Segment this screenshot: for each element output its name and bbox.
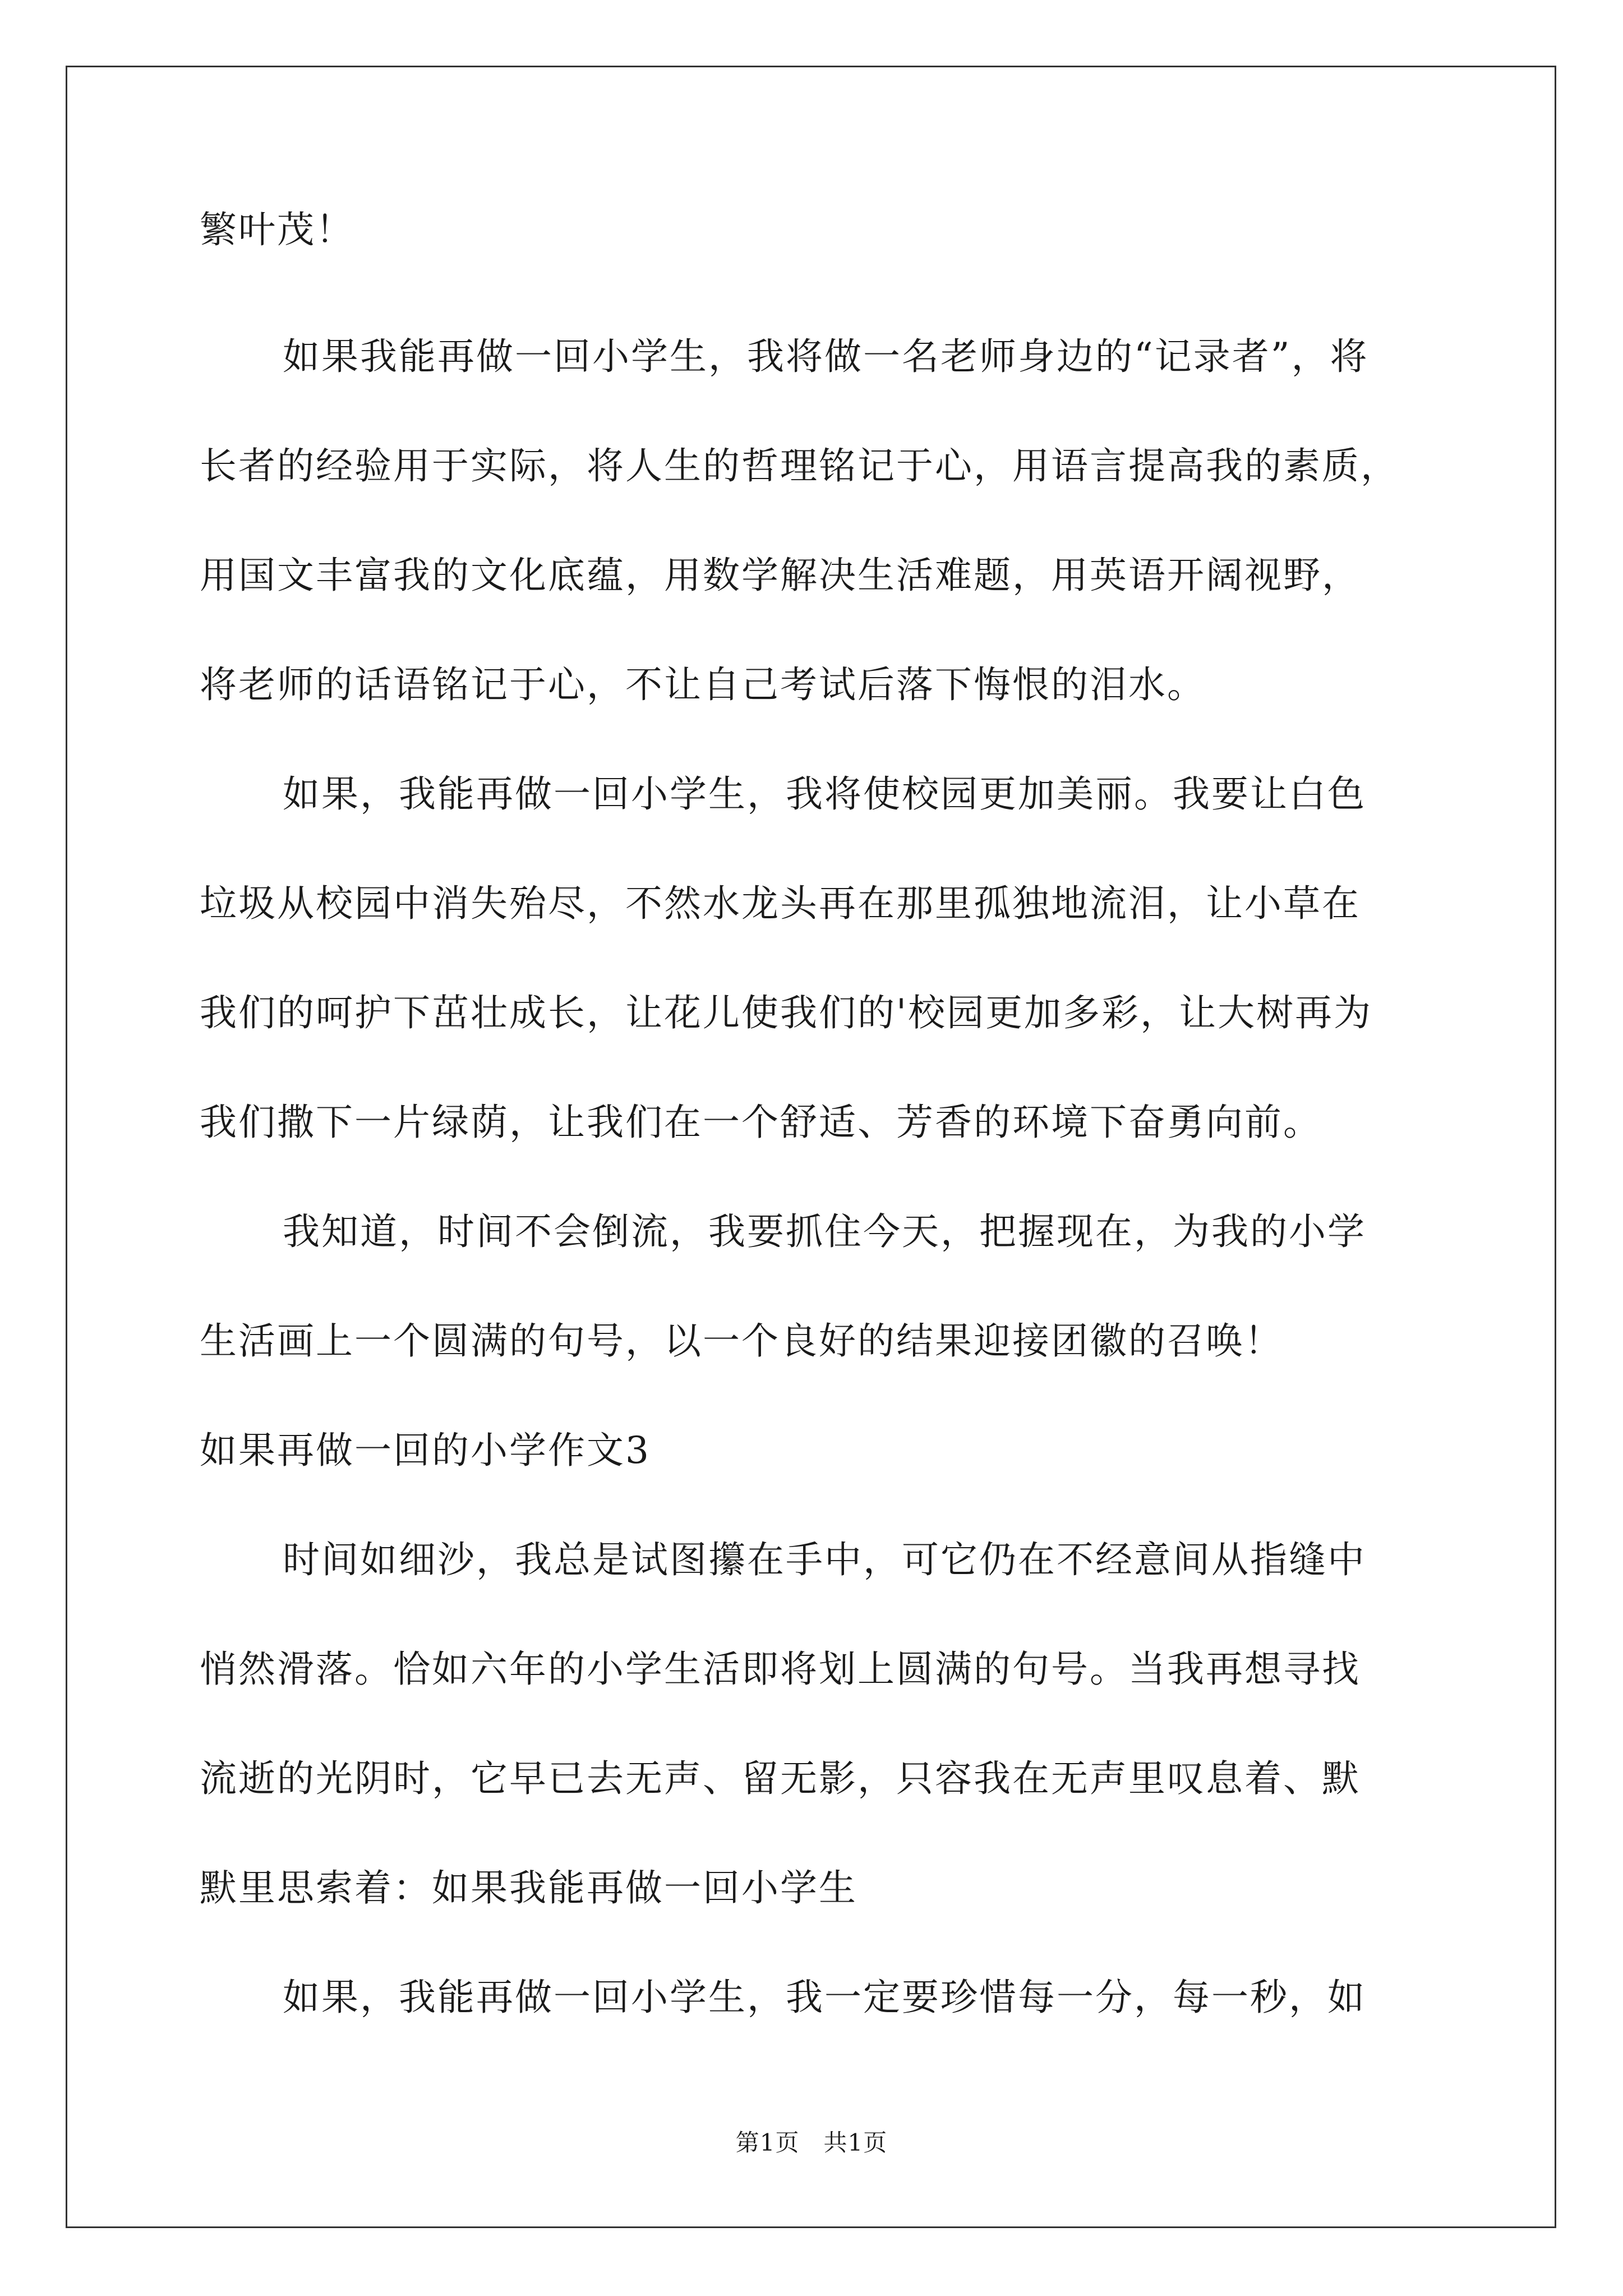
text-line-1: 繁叶茂！ <box>200 208 354 251</box>
text-line-4: 用国文丰富我的文化底蕴，用数学解决生活难题，用英语开阔视野， <box>200 554 1361 597</box>
text-line-5: 将老师的话语铭记于心，不让自己考试后落下悔恨的泪水。 <box>200 663 1206 706</box>
text-line-3: 长者的经验用于实际，将人生的哲理铭记于心，用语言提高我的素质， <box>200 444 1399 487</box>
text-line-7: 垃圾从校园中消失殆尽，不然水龙头再在那里孤独地流泪，让小草在 <box>200 882 1361 925</box>
text-line-16: 默里思索着：如果我能再做一回小学生 <box>200 1866 857 1910</box>
text-line-2: 如果我能再做一回小学生，我将做一名老师身边的“记录者”，将 <box>283 335 1369 378</box>
section-heading: 如果再做一回的小学作文3 <box>200 1429 651 1472</box>
text-line-6: 如果，我能再做一回小学生，我将使校园更加美丽。我要让白色 <box>283 772 1366 816</box>
text-line-11: 生活画上一个圆满的句号，以一个良好的结果迎接团徽的召唤！ <box>200 1319 1283 1363</box>
text-line-14: 悄然滑落。恰如六年的小学生活即将划上圆满的句号。当我再想寻找 <box>200 1648 1361 1691</box>
text-line-13: 时间如细沙，我总是试图攥在手中，可它仍在不经意间从指缝中 <box>283 1538 1366 1581</box>
page-footer: 第1页 共1页 <box>735 2129 888 2156</box>
text-line-9: 我们撒下一片绿荫，让我们在一个舒适、芳香的环境下奋勇向前。 <box>200 1101 1322 1144</box>
text-line-8: 我们的呵护下茁壮成长，让花儿使我们的'校园更加多彩，让大树再为 <box>200 991 1373 1034</box>
text-line-15: 流逝的光阴时，它早已去无声、留无影，只容我在无声里叹息着、默 <box>200 1757 1361 1800</box>
text-line-17: 如果，我能再做一回小学生，我一定要珍惜每一分，每一秒，如 <box>283 1976 1366 2019</box>
text-line-10: 我知道，时间不会倒流，我要抓住今天，把握现在，为我的小学 <box>283 1210 1366 1253</box>
